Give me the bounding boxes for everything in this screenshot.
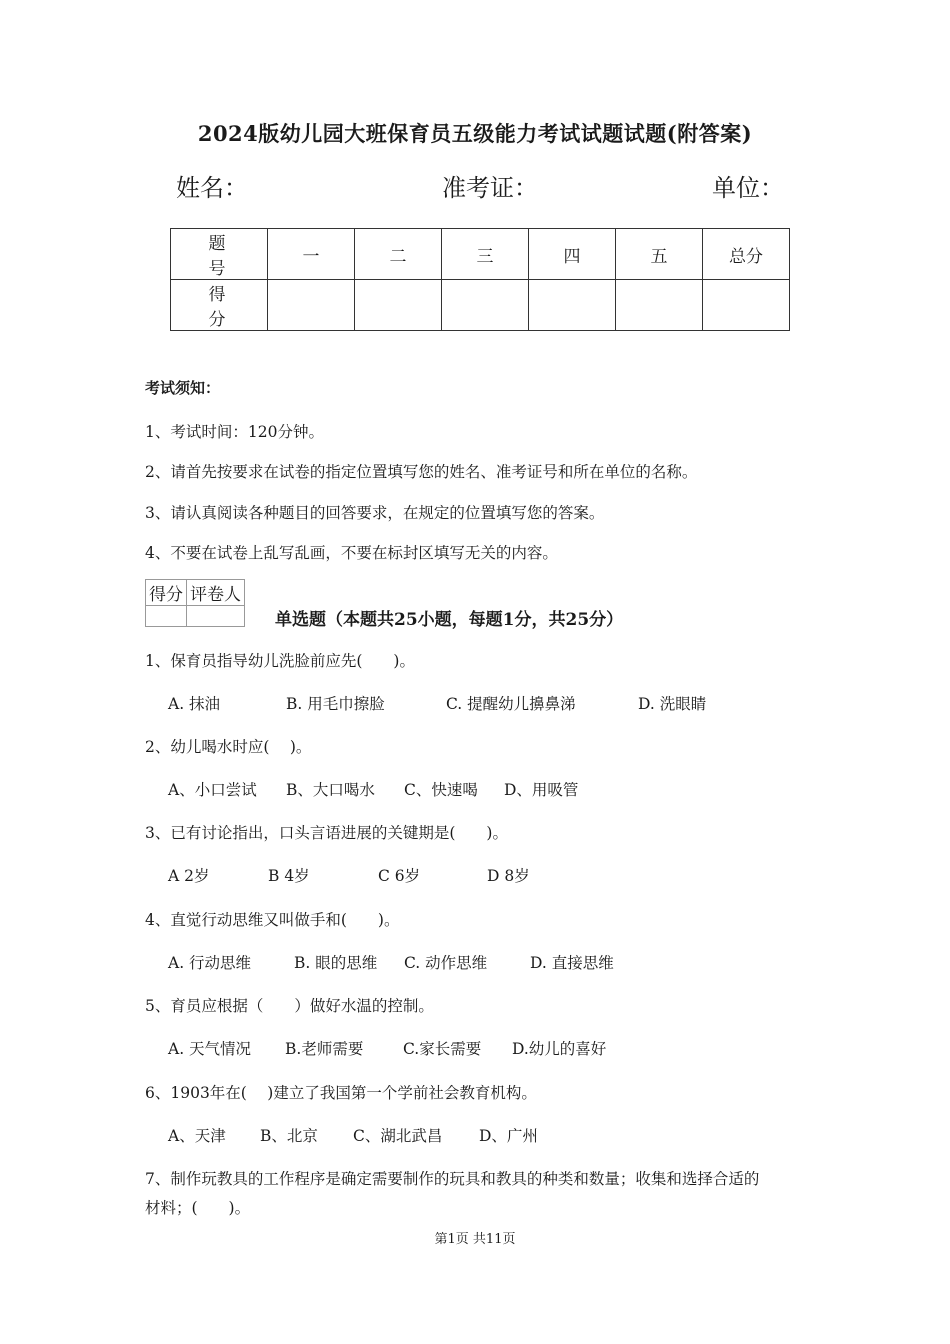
question-stem: 7、制作玩教具的工作程序是确定需要制作的玩具和教具的种类和数量；收集和选择合适的 [145,1170,760,1188]
question-option: A. 行动思维 [168,954,252,972]
score-table-header-cell: 一 [268,229,355,280]
question-stem: 3、已有讨论指出，口头言语进展的关键期是( )。 [145,824,508,842]
question-stem: 5、育员应根据（ ）做好水温的控制。 [145,997,434,1015]
question-stem: 4、直觉行动思维又叫做手和( )。 [145,911,400,929]
score-cell [442,280,529,331]
section-title: 单选题（本题共25小题，每题1分，共25分） [275,610,624,630]
grader-box [145,579,245,627]
question-option: A. 抹油 [168,695,221,713]
notice-item: 3、请认真阅读各种题目的回答要求，在规定的位置填写您的答案。 [145,504,605,522]
question-option: B 4岁 [268,867,310,885]
page-footer: 第1页 共11页 [434,1232,516,1247]
exam-number-field-label: 准考证： [442,174,538,202]
question-option: C.家长需要 [403,1040,482,1058]
question-option: C. 动作思维 [404,954,488,972]
score-cell [355,280,442,331]
question-stem: 1、保育员指导幼儿洗脸前应先( )。 [145,652,415,670]
score-table-score-row [171,280,790,331]
question-option: A. 天气情况 [168,1040,252,1058]
grader-score-cell [146,606,187,627]
question-stem: 2、幼儿喝水时应( )。 [145,738,312,756]
score-row-label: 得 分 [171,280,268,331]
question-option: D.幼儿的喜好 [512,1040,607,1058]
score-table [170,228,790,331]
score-cell [703,280,790,331]
question-option: D. 洗眼睛 [638,695,707,713]
question-option: A 2岁 [168,867,210,885]
score-table-header-cell: 题 号 [171,229,268,280]
question-option: A、小口尝试 [168,781,257,799]
question-option: C. 提醒幼儿擤鼻涕 [446,695,576,713]
question-stem: 6、1903年在( )建立了我国第一个学前社会教育机构。 [145,1084,537,1102]
score-cell [616,280,703,331]
name-field-label: 姓名： [176,174,248,202]
question-option: D. 直接思维 [530,954,614,972]
question-option: C 6岁 [378,867,421,885]
question-option: B.老师需要 [285,1040,364,1058]
score-table-header-cell: 四 [529,229,616,280]
score-cell [268,280,355,331]
question-option: B. 用毛巾擦脸 [286,695,385,713]
question-option: B、北京 [260,1127,318,1145]
unit-field-label: 单位： [712,174,784,202]
score-table-header-row [171,229,790,280]
question-option: D、广州 [479,1127,538,1145]
notice-title: 考试须知： [145,379,221,397]
question-option: B. 眼的思维 [294,954,378,972]
question-option: D、用吸管 [504,781,579,799]
score-table-header-cell: 二 [355,229,442,280]
question-option: C、快速喝 [404,781,478,799]
score-cell [529,280,616,331]
question-option: C、湖北武昌 [353,1127,443,1145]
notice-item: 1、考试时间：120分钟。 [145,423,324,441]
score-table-header-cell: 五 [616,229,703,280]
score-table-header-cell: 总分 [703,229,790,280]
question-option: B、大口喝水 [286,781,375,799]
grader-score-label: 得分 [146,580,187,606]
page-title: 2024版幼儿园大班保育员五级能力考试试题试题(附答案) [197,121,753,146]
score-table-header-cell: 三 [442,229,529,280]
question-stem-continuation: 材料；( )。 [145,1199,251,1217]
question-option: D 8岁 [487,867,530,885]
question-option: A、天津 [168,1127,226,1145]
grader-name-cell [187,606,245,627]
notice-item: 4、不要在试卷上乱写乱画，不要在标封区填写无关的内容。 [145,544,558,562]
notice-item: 2、请首先按要求在试卷的指定位置填写您的姓名、准考证号和所在单位的名称。 [145,463,698,481]
grader-name-label: 评卷人 [187,580,245,606]
